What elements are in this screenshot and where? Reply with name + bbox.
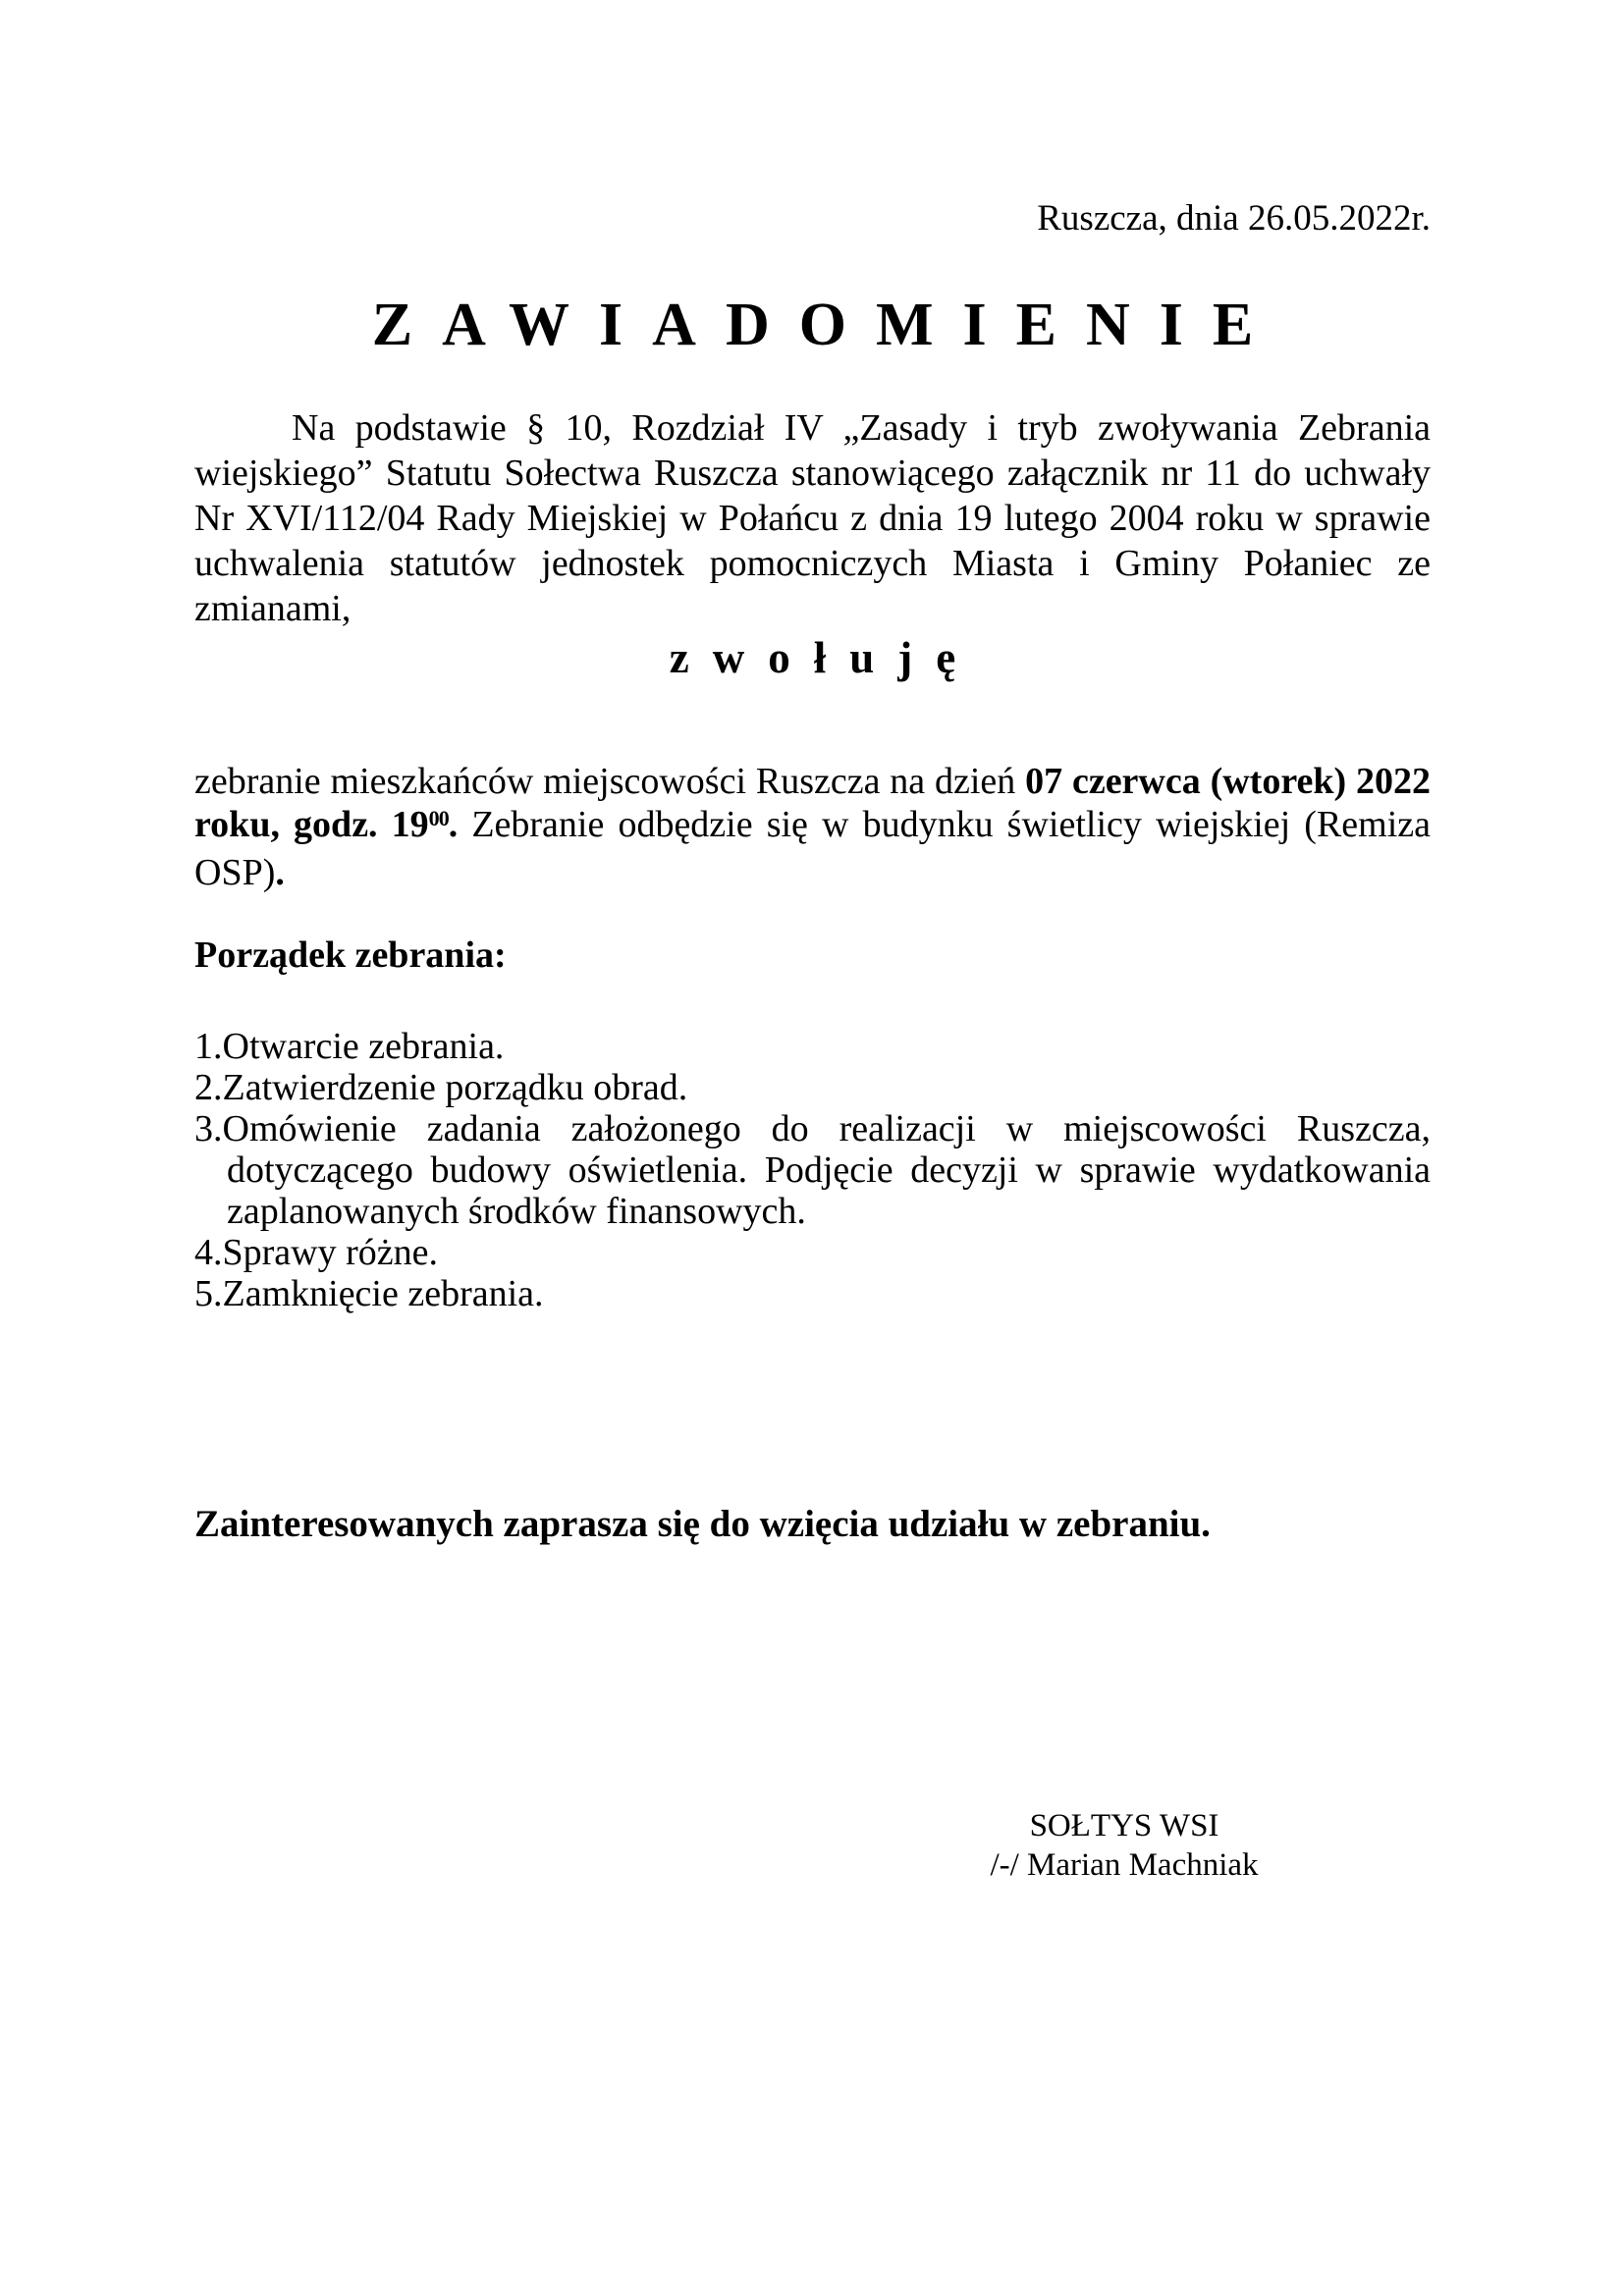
meeting-text-regular: zebranie mieszkańców miejscowości Ruszcza na dzień [194, 761, 1026, 802]
signature-name: /-/ Marian Machniak [990, 1847, 1259, 1883]
meeting-period-bold: . [448, 804, 472, 845]
meeting-final-period-bold: . [275, 852, 285, 893]
legal-basis-paragraph: Na podstawie § 10, Rozdział IV „Zasady i tryb zwoływania Zebrania wiejskiego” Statutu Sołectwa Ruszcza stanowiącego załącznik nr 11 do uchwały Nr XVI/112/04 Rady Miejskiej w Połańcu z dnia 19 lutego 2004 roku w sprawie uchwalenia statutów jednostek pomocniczych Miasta i Gminy Połaniec ze zmianami, [194, 407, 1431, 629]
agenda-list [194, 1026, 1431, 1314]
agenda-item-1: 1.Otwarcie zebrania. [194, 1026, 505, 1067]
document-title: ZAWIADOMIENIE [371, 292, 1283, 358]
agenda-item-3: 3.Omówienie zadania założonego do realizacji w miejscowości Ruszcza, dotyczącego budowy oświetlenia. Podjęcie decyzji w sprawie wydatkowania zaplanowanych środków finansowych. [194, 1108, 1431, 1232]
signature-role: SOŁTYS WSI [1029, 1808, 1219, 1843]
agenda-item-2: 2.Zatwierdzenie porządku obrad. [194, 1067, 688, 1108]
meeting-details-paragraph [194, 760, 1431, 894]
agenda-item-5: 5.Zamknięcie zebrania. [194, 1273, 544, 1314]
agenda-heading: Porządek zebrania: [194, 934, 507, 976]
date-line: Ruszcza, dnia 26.05.2022r. [1037, 198, 1431, 239]
meeting-hour-superscript: 00 [428, 805, 449, 830]
signature-block [830, 1806, 1419, 1885]
agenda-item-4: 4.Sprawy różne. [194, 1232, 438, 1273]
invitation-line: Zainteresowanych zaprasza się do wzięcia udziału w zebraniu. [194, 1503, 1211, 1545]
meeting-venue-regular: Zebranie odbędzie się w budynku świetlicy wiejskiej (Remiza OSP) [194, 804, 1432, 893]
convene-word: zwołuję [669, 633, 980, 682]
meeting-date-bold: 07 czerwca (wtorek) 2022 roku, godz. 19 [194, 761, 1431, 845]
